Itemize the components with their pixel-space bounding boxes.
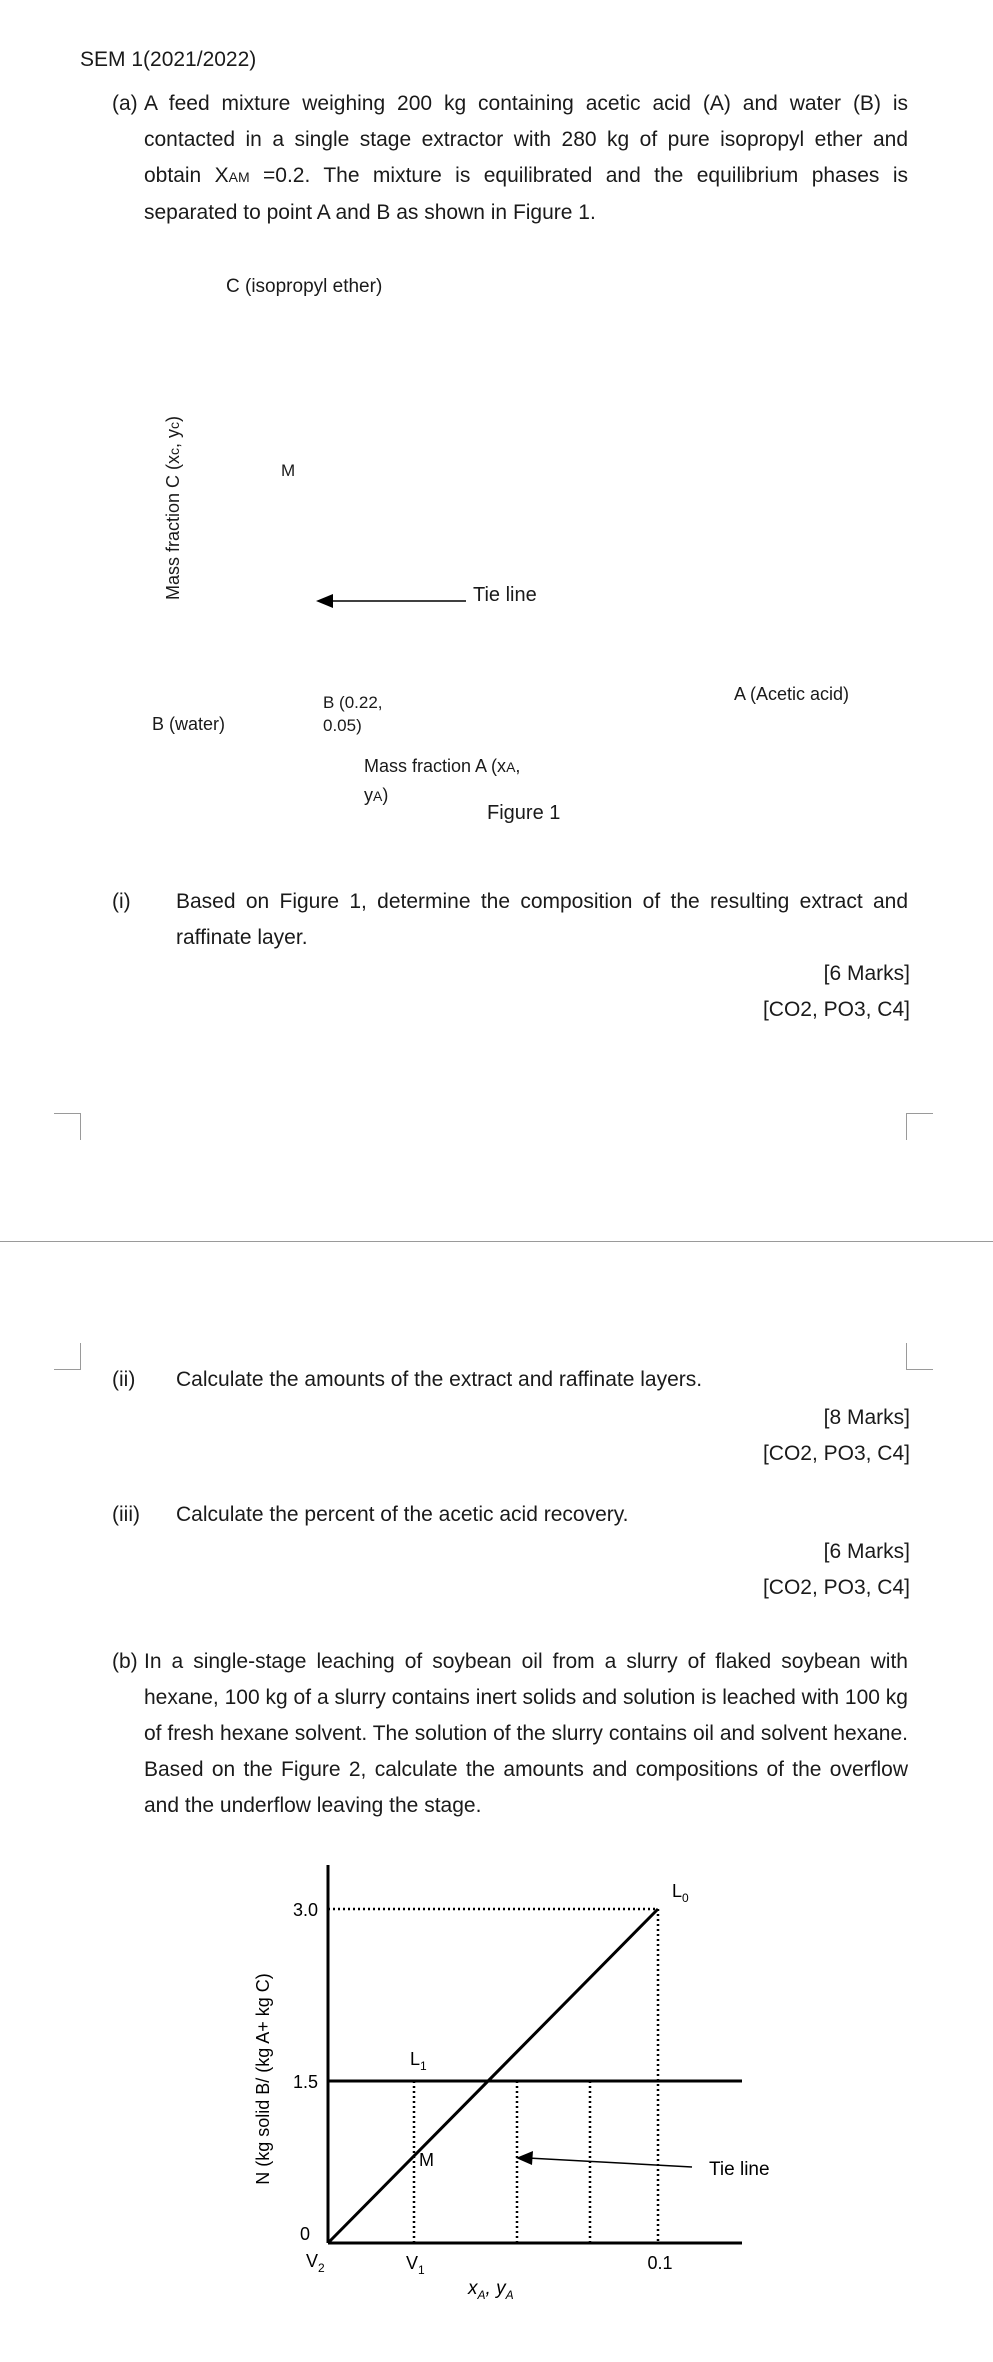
fig1-top-label: C (isopropyl ether) xyxy=(226,276,383,297)
fig1-y-label-end: ) xyxy=(163,415,183,422)
fig1-tie-arrow-head xyxy=(316,594,333,608)
fig1-tie-line-label: Tie line xyxy=(473,584,537,606)
fig2-label-v2: $V_2$ xyxy=(306,2251,325,2275)
part-b-label: (b) xyxy=(112,1650,138,1673)
part-a-text-2: =0.2. The mixture is equilibrated and the equilibrium phases is separated to point A and B as shown in xyxy=(144,164,908,224)
page-separator xyxy=(0,1241,993,1242)
fig1-y-sub-2: c xyxy=(166,421,182,429)
fig2-label-v1: $V_1$ xyxy=(406,2253,425,2277)
fig1-x-label-end: ) xyxy=(382,785,389,805)
fig1-acid-label: A (Acetic acid) xyxy=(734,684,850,704)
fig1-x-sub: A xyxy=(506,759,516,775)
fig1-y-label-text: Mass fraction C (x xyxy=(163,454,183,600)
fig1-x-label-text: Mass fraction A (x xyxy=(364,756,507,776)
fig2-tie-arrow-line xyxy=(528,2158,692,2167)
q1-co: [CO2, PO3, C4] xyxy=(762,998,910,1021)
q3-label: (iii) xyxy=(112,1503,140,1526)
q1-text-1: Based on xyxy=(176,890,280,913)
q1-marks-value: [6 Marks] xyxy=(823,962,910,985)
q3-co: [CO2, PO3, C4] xyxy=(762,1576,910,1599)
fig1-m-label: M xyxy=(281,461,296,480)
crop-mark xyxy=(54,1113,81,1140)
part-b-text-2: , calculate the amounts and compositions of the overflow and the underflow leaving the stage. xyxy=(144,1758,908,1817)
crop-mark xyxy=(906,1343,933,1370)
part-b-figure-ref: Figure 2 xyxy=(281,1758,361,1781)
part-a-end: . xyxy=(589,201,596,224)
figure-2 xyxy=(240,1855,800,2305)
fig2-y-tick: 1.5 xyxy=(292,2072,318,2092)
fig2-x-axis-label: $x_A$, $y_A$ xyxy=(468,2278,514,2302)
fig1-x-label-mid: , xyxy=(515,756,521,776)
page-header: SEM 1(2021/2022) xyxy=(80,48,257,71)
q2-marks xyxy=(763,1400,910,1472)
crop-mark xyxy=(54,1343,81,1370)
q2-marks-value: [8 Marks] xyxy=(823,1406,910,1429)
fig2-x-tick: 0.1 xyxy=(647,2253,673,2273)
part-a-text-1: A feed mixture weighing 200 kg containing acetic acid (A) and water (B) is contacted in a single stage extractor with 280 kg of pure isopropyl ether and obtain X xyxy=(144,92,908,187)
fig1-y-label-mid: , y xyxy=(163,428,183,448)
fig1-x-label-line2: y xyxy=(364,785,373,805)
q1-marks xyxy=(763,956,910,1028)
fig2-tie-line-label: Tie line xyxy=(709,2159,770,2180)
q1-text-2: , determine the composition of the resulting extract and raffinate layer. xyxy=(176,890,909,949)
fig2-label-l1: $L_1$ xyxy=(410,2049,427,2073)
q2-co: [CO2, PO3, C4] xyxy=(762,1442,910,1465)
fig1-x-line2-sub: A xyxy=(373,788,383,804)
part-a-label: (a) xyxy=(112,92,138,115)
fig2-label-l0: $L_0$ xyxy=(672,1881,689,1905)
fig1-point-b xyxy=(323,691,383,735)
fig1-water-label: B (water) xyxy=(152,714,226,734)
fig2-label-m: M xyxy=(419,2150,434,2170)
fig2-y-tick: 3.0 xyxy=(292,1900,318,1920)
part-a-text xyxy=(144,86,908,231)
q2-text: Calculate the amounts of the extract and raffinate layers. xyxy=(176,1368,703,1391)
q1-label: (i) xyxy=(112,890,131,913)
q3-text: Calculate the percent of the acetic acid recovery. xyxy=(176,1503,629,1526)
crop-mark xyxy=(906,1113,933,1140)
part-a-figure-ref: Figure 1 xyxy=(512,201,590,224)
fig1-y-axis-label xyxy=(163,416,184,600)
fig2-operating-line xyxy=(328,1909,658,2243)
fig2-y-tick: 0 xyxy=(299,2224,310,2244)
fig1-point-b-line1: B (0.22, xyxy=(323,693,383,712)
fig1-y-sub-1: c xyxy=(166,447,182,455)
xam-subscript: AM xyxy=(228,169,250,185)
fig1-point-b-line2: 0.05) xyxy=(323,716,362,735)
fig1-x-axis-label xyxy=(364,752,521,805)
fig2-y-axis-label: N (kg solid B/ (kg A+ kg C) xyxy=(253,1973,273,2185)
q2-label: (ii) xyxy=(112,1368,136,1391)
fig1-tie-arrow xyxy=(316,586,468,616)
q3-marks xyxy=(763,1534,910,1606)
q3-marks-value: [6 Marks] xyxy=(823,1540,910,1563)
fig2-tie-arrow-head xyxy=(516,2151,533,2165)
fig1-caption: Figure 1 xyxy=(487,802,561,824)
part-b-text-1: In a single-stage leaching of soybean oil from a slurry of flaked soybean with hexane, 100 kg of a slurry contains inert solids and solution is leached with 100 kg of fresh hexane solvent. The solution of the slurry contains oil and solvent hexane. Based on the xyxy=(144,1650,908,1781)
q1-figure-ref: Figure 1 xyxy=(279,890,362,913)
part-b-text xyxy=(144,1644,908,1824)
q1-text xyxy=(176,884,908,956)
